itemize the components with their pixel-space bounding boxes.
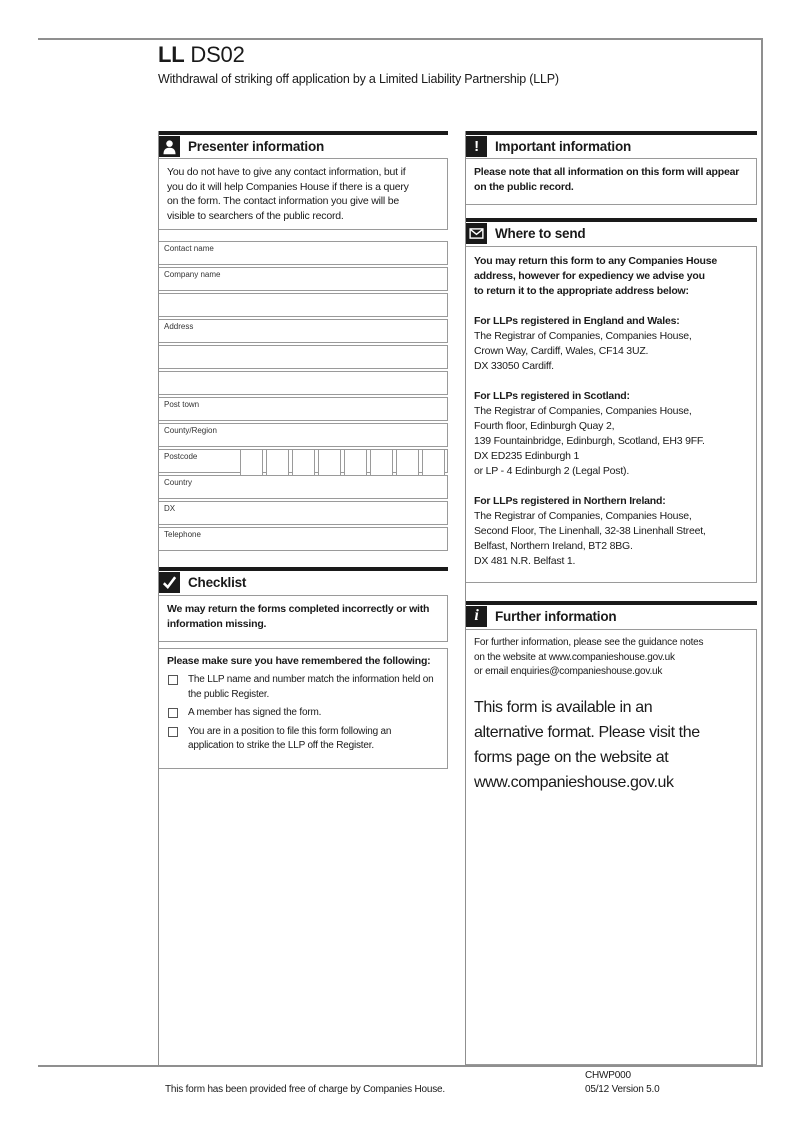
- further-info-section-header: [466, 601, 757, 627]
- where-to-send-section-header: [466, 218, 757, 244]
- field-label: Telephone: [164, 530, 201, 539]
- bottom-rule: [38, 1065, 763, 1067]
- field-label: Country: [164, 478, 193, 487]
- checklist-item: [167, 673, 439, 702]
- alternative-format-notice: [474, 695, 748, 795]
- further-info-section-title: Further information: [495, 608, 617, 624]
- checkbox[interactable]: [168, 708, 178, 718]
- address-line: Fourth floor, Edinburgh Quay 2,: [474, 420, 615, 432]
- address-block-scotland: [474, 389, 748, 479]
- post-town-field[interactable]: [159, 397, 448, 421]
- form-code-prefix: LL: [158, 42, 185, 67]
- address-line: The Registrar of Companies, Companies House,: [474, 330, 692, 342]
- guidance-line: or email enquiries@companieshouse.gov.uk: [474, 666, 663, 677]
- postcode-cell[interactable]: [422, 449, 445, 476]
- where-to-send-box: [466, 246, 757, 583]
- checklist-item-text: You are in a position to file this form following an application to strike the LLP off the Register.: [188, 725, 392, 751]
- checklist-item: [167, 725, 439, 754]
- address-block-england-wales: [474, 314, 748, 374]
- postcode-cell[interactable]: [266, 449, 289, 476]
- where-to-send-intro-line: You may return this form to any Companies House: [474, 255, 718, 267]
- telephone-field[interactable]: [159, 527, 448, 551]
- field-label: Postcode: [164, 452, 198, 461]
- address-line: 139 Fountainbridge, Edinburgh, Scotland, EH3 9FF.: [474, 435, 705, 447]
- postcode-cell[interactable]: [292, 449, 315, 476]
- field-label: Contact name: [164, 244, 214, 253]
- postcode-cell[interactable]: [396, 449, 419, 476]
- country-field[interactable]: [159, 475, 448, 499]
- checklist-section-header: [159, 567, 448, 593]
- postcode-cells: [240, 449, 445, 476]
- field-label: DX: [164, 504, 176, 513]
- presenter-body-line: on the form. The contact information you give will be: [167, 195, 399, 207]
- alt-format-line: This form is available in an: [474, 698, 653, 716]
- field-label: Address: [164, 322, 194, 331]
- checklist-section-title: Checklist: [188, 574, 247, 590]
- checklist-note-box: We may return the forms completed incorrectly or with information missing.: [159, 595, 448, 642]
- address-line: Second Floor, The Linenhall, 32-38 Linenhall Street,: [474, 525, 706, 537]
- presenter-body-line: you do it will help Companies House if there is a query: [167, 180, 409, 193]
- top-rule: [38, 38, 762, 40]
- form-title-block: [158, 42, 559, 86]
- important-info-box: Please note that all information on this form will appear on the public record.: [466, 158, 757, 205]
- postcode-cell[interactable]: [240, 449, 263, 476]
- presenter-fields: [159, 241, 448, 551]
- where-to-send-intro-line: address, however for expediency we advise you: [474, 270, 705, 282]
- guidance-line: For further information, please see the guidance notes: [474, 637, 704, 648]
- address-field-line3[interactable]: [159, 371, 448, 395]
- right-border-rule: [761, 38, 763, 1067]
- form-code: [158, 42, 559, 68]
- exclamation-icon: !: [466, 136, 487, 157]
- postcode-cell[interactable]: [344, 449, 367, 476]
- important-section-title: Important information: [495, 138, 632, 154]
- info-icon: i: [466, 606, 487, 627]
- address-heading: For LLPs registered in Scotland:: [474, 390, 630, 402]
- dx-field[interactable]: [159, 501, 448, 525]
- checklist-item: [167, 706, 439, 721]
- address-heading: For LLPs registered in England and Wales:: [474, 315, 680, 327]
- guidance-line: on the website at www.companieshouse.gov.uk: [474, 651, 675, 663]
- county-region-field[interactable]: [159, 423, 448, 447]
- left-column: [158, 131, 448, 1065]
- address-block-northern-ireland: [474, 494, 748, 569]
- address-line: DX 481 N.R. Belfast 1.: [474, 555, 576, 567]
- footer-form-code: CHWP000: [585, 1070, 631, 1081]
- field-label: Post town: [164, 400, 200, 409]
- footer-version: 05/12 Version 5.0: [585, 1084, 660, 1095]
- company-name-field-line2[interactable]: [159, 293, 448, 317]
- important-section-header: [466, 131, 757, 157]
- postcode-cell[interactable]: [318, 449, 341, 476]
- address-heading: For LLPs registered in Northern Ireland:: [474, 495, 666, 507]
- address-line: or LP - 4 Edinburgh 2 (Legal Post).: [474, 465, 630, 477]
- address-line: DX 33050 Cardiff.: [474, 360, 554, 372]
- further-info-guidance: [474, 636, 748, 680]
- address-line: DX ED235 Edinburgh 1: [474, 450, 580, 462]
- alt-format-line: alternative format. Please visit the: [474, 723, 700, 741]
- checklist-item-text: The LLP name and number match the information held on the public Register.: [188, 674, 434, 700]
- where-to-send-intro-line: to return it to the appropriate address below:: [474, 285, 689, 297]
- right-column: [465, 131, 757, 1065]
- checklist-reminder-box: [159, 648, 448, 769]
- envelope-icon: [466, 223, 487, 244]
- checkmark-icon: [159, 572, 180, 593]
- address-line: The Registrar of Companies, Companies House,: [474, 510, 692, 522]
- checkbox[interactable]: [168, 727, 178, 737]
- alt-format-line: www.companieshouse.gov.uk: [474, 773, 674, 791]
- checklist-reminder-heading: Please make sure you have remembered the following:: [167, 655, 431, 667]
- checklist-item-text: A member has signed the form.: [188, 707, 322, 718]
- presenter-section-title: Presenter information: [188, 138, 325, 154]
- field-label: Company name: [164, 270, 221, 279]
- presenter-section-header: [159, 131, 448, 157]
- contact-name-field[interactable]: [159, 241, 448, 265]
- address-line: The Registrar of Companies, Companies House,: [474, 405, 692, 417]
- address-line: Crown Way, Cardiff, Wales, CF14 3UZ.: [474, 345, 649, 357]
- form-subtitle: Withdrawal of striking off application by a Limited Liability Partnership (LLP): [158, 72, 559, 86]
- person-icon: [159, 136, 180, 157]
- presenter-info-box: [159, 158, 448, 230]
- alt-format-line: forms page on the website at: [474, 748, 669, 766]
- where-to-send-section-title: Where to send: [495, 225, 586, 241]
- address-line: Belfast, Northern Ireland, BT2 8BG.: [474, 540, 633, 552]
- footer-provided-note: This form has been provided free of charge by Companies House.: [165, 1084, 445, 1095]
- company-name-field[interactable]: [159, 267, 448, 291]
- postcode-field[interactable]: [159, 449, 448, 473]
- field-label: County/Region: [164, 426, 217, 435]
- further-info-box: [466, 629, 757, 1065]
- form-code-number: DS02: [184, 42, 245, 67]
- presenter-body-line: You do not have to give any contact information, but if: [167, 166, 406, 178]
- checkbox[interactable]: [168, 675, 178, 685]
- address-field[interactable]: [159, 319, 448, 343]
- postcode-cell[interactable]: [370, 449, 393, 476]
- address-field-line2[interactable]: [159, 345, 448, 369]
- presenter-body-line: visible to searchers of the public record.: [167, 209, 344, 222]
